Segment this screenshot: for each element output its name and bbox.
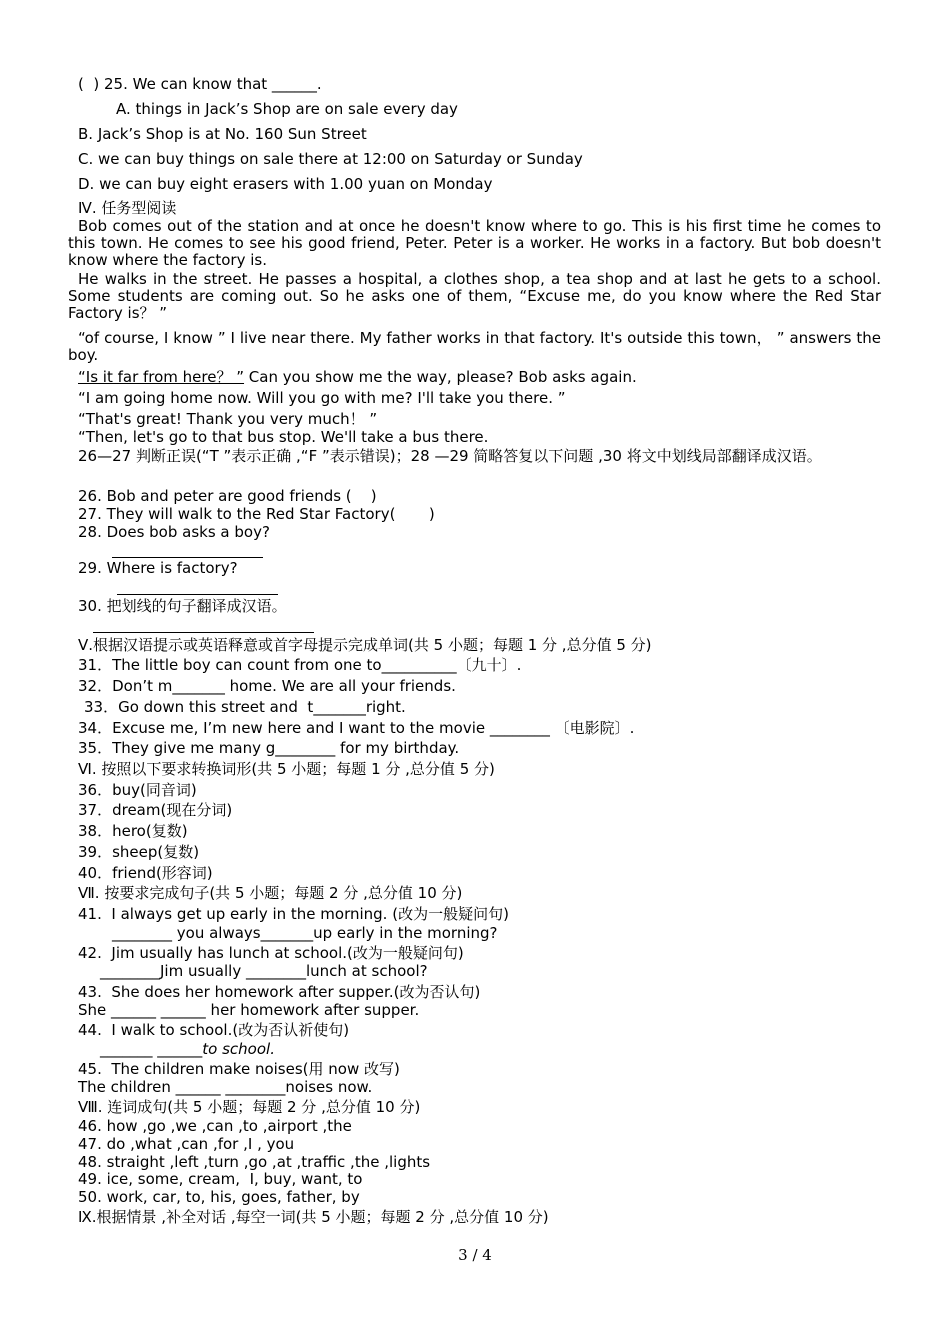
- q45-blank-line: The children ______ ________noises now.: [78, 1078, 373, 1096]
- q44: 44. I walk to school.(改为否认祈使句): [78, 1021, 350, 1039]
- passage-line-4-rest: Can you show me the way, please? Bob asks again.: [244, 368, 637, 386]
- q43: 43. She does her homework after supper.(改为否认句): [78, 983, 481, 1001]
- q46: 46. how ,go ,we ,can ,to ,airport ,the: [78, 1117, 352, 1135]
- section9-heading: Ⅸ.根据情景 ,补全对话 ,每空一词(共 5 小题；每题 2 分 ,总分值 10 分): [78, 1208, 549, 1226]
- section7-heading: Ⅶ. 按要求完成句子(共 5 小题；每题 2 分 ,总分值 10 分): [78, 884, 463, 902]
- q39: 39．sheep(复数): [78, 843, 200, 861]
- passage-line-7: “Then, let's go to that bus stop. We'll take a bus there.: [78, 428, 489, 446]
- q36: 36．buy(同音词): [78, 781, 197, 799]
- passage-paragraph-3: “of course, I know ” I live near there. My father works in that factory. It's outside this town， ” answers the boy.: [68, 329, 881, 364]
- section4-instructions: 26—27 判断正误(“T ”表示正确 ,“F ”表示错误)；28 —29 简略答复以下问题 ,30 将文中划线局部翻译成汉语。: [78, 447, 822, 465]
- passage-line-5: “I am going home now. Will you go with me? I'll take you there. ”: [78, 389, 566, 407]
- q28-answer-line[interactable]: [112, 557, 263, 558]
- q25-option-a: A. things in Jack’s Shop are on sale every day: [116, 100, 458, 118]
- q32: 32．Don’t m_______ home. We are all your friends.: [78, 677, 456, 695]
- q33: 33．Go down this street and t_______right.: [84, 698, 406, 716]
- q25-stem: ( ) 25. We can know that ______.: [78, 75, 322, 93]
- q25-option-d: D. we can buy eight erasers with 1.00 yuan on Monday: [78, 175, 493, 193]
- q25-option-c: C. we can buy things on sale there at 12:00 on Saturday or Sunday: [78, 150, 583, 168]
- q29: 29. Where is factory?: [78, 559, 238, 577]
- q26: 26. Bob and peter are good friends ( ): [78, 487, 377, 505]
- section5-heading: Ⅴ.根据汉语提示或英语释意或首字母提示完成单词(共 5 小题；每题 1 分 ,总分值 5 分): [78, 636, 652, 654]
- q28: 28. Does bob asks a boy?: [78, 523, 270, 541]
- q25-option-b: B. Jack’s Shop is at No. 160 Sun Street: [78, 125, 367, 143]
- passage-line-6: “That's great! Thank you very much！ ”: [78, 410, 378, 428]
- q42: 42. Jim usually has lunch at school.(改为一般疑问句): [78, 944, 464, 962]
- q31: 31．The little boy can count from one to__________〔九十〕.: [78, 656, 522, 674]
- q34: 34．Excuse me, I’m new here and I want to the movie ________ 〔电影院〕.: [78, 719, 635, 737]
- passage-paragraph-2: He walks in the street. He passes a hospital, a clothes shop, a tea shop and at last he gets to a school. Some students are coming out. So he asks one of them, “Excuse me, do you know where the Red Star Factory is？ ”: [68, 270, 881, 322]
- q38: 38．hero(复数): [78, 822, 188, 840]
- section6-heading: Ⅵ. 按照以下要求转换词形(共 5 小题；每题 1 分 ,总分值 5 分): [78, 760, 495, 778]
- passage-paragraph-1: Bob comes out of the station and at once he doesn't know where to go. This is his first time he comes to this town. He comes to see his good friend, Peter. Peter is a worker. He works in a factory. But bob doesn't know where the factory is.: [68, 217, 881, 269]
- section4-heading: Ⅳ. 任务型阅读: [78, 199, 177, 217]
- q43-blank-line: She ______ ______ her homework after supper.: [78, 1001, 420, 1019]
- passage-line-4: [78, 368, 637, 386]
- q50: 50. work, car, to, his, goes, father, by: [78, 1188, 360, 1206]
- q44-italic-text: to school.: [202, 1040, 275, 1058]
- q48: 48. straight ,left ,turn ,go ,at ,traffic ,the ,lights: [78, 1153, 431, 1171]
- q45: 45. The children make noises(用 now 改写): [78, 1060, 400, 1078]
- q47: 47. do ,what ,can ,for ,I , you: [78, 1135, 295, 1153]
- q49: 49. ice, some, cream, I, buy, want, to: [78, 1170, 363, 1188]
- q37: 37．dream(现在分词): [78, 801, 233, 819]
- underlined-sentence: “Is it far from here？ ”: [78, 368, 245, 386]
- q44-blank-line: [100, 1040, 275, 1058]
- q27: 27. They will walk to the Red Star Factory( ): [78, 505, 435, 523]
- page-number: 3 / 4: [458, 1246, 492, 1264]
- q30: 30. 把划线的句子翻译成汉语。: [78, 597, 287, 615]
- q41: 41. I always get up early in the morning. (改为一般疑问句): [78, 905, 509, 923]
- section8-heading: Ⅷ. 连词成句(共 5 小题；每题 2 分 ,总分值 10 分): [78, 1098, 421, 1116]
- q40: 40．friend(形容词): [78, 864, 213, 882]
- q30-answer-line[interactable]: [93, 632, 314, 633]
- q44-blanks: _______ ______: [100, 1040, 203, 1058]
- q35: 35．They give me many g________ for my birthday.: [78, 739, 460, 757]
- q42-blank-line: ________Jim usually ________lunch at school?: [100, 962, 428, 980]
- q41-blank-line: ________ you always_______up early in the morning?: [112, 924, 498, 942]
- q29-answer-line[interactable]: [117, 594, 278, 595]
